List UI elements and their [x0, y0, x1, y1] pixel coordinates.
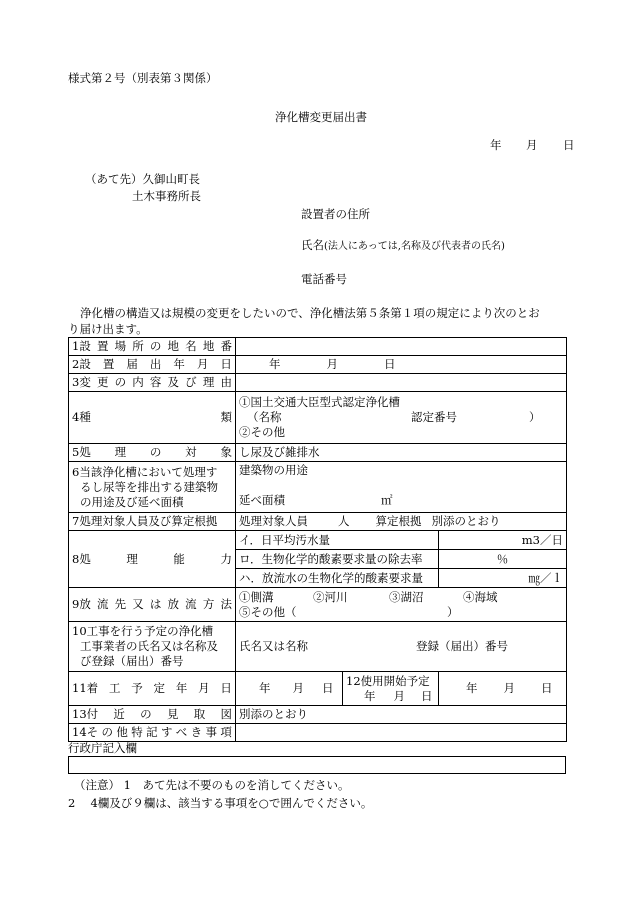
- capacity-b-label: ロ．生物化学的酸素要求量の除去率: [236, 550, 439, 569]
- capacity-c-unit[interactable]: ㎎／ｌ: [439, 569, 567, 588]
- row-installation-date: [69, 356, 567, 374]
- phone-label: 電話番号: [301, 272, 347, 286]
- application-table: [68, 337, 567, 742]
- label-building: 6当該浄化槽において処理す るし尿等を排出する建築物 の用途及び延べ面積: [69, 462, 236, 513]
- label-map: 13付 近 の 見 取 図: [69, 706, 236, 724]
- installer-name-label: 氏名(法人にあっては,名称及び代表者の氏名): [301, 238, 505, 252]
- date-year-label: 年: [490, 138, 502, 152]
- field-contractor[interactable]: 氏名又は名称 登録（届出）番号: [236, 622, 567, 672]
- admin-section-label: 行政庁記入欄: [68, 741, 137, 755]
- field-use-start[interactable]: 年 月 日: [439, 672, 567, 706]
- row-target: [69, 444, 567, 462]
- label-target: 5処 理 の 対 象: [69, 444, 236, 462]
- addressee-office: 土木事務所長: [132, 189, 201, 203]
- capacity-c-label: ハ．放流水の生物化学的酸素要求量: [236, 569, 439, 588]
- admin-section-box[interactable]: [68, 756, 566, 774]
- form-number: 様式第２号（別表第３関係）: [68, 71, 218, 85]
- field-discharge[interactable]: ①側溝 ②河川 ③湖沼 ④海域 ⑤その他（ ）: [236, 588, 567, 622]
- label-type: 4種 類: [69, 392, 236, 444]
- label-persons: 7処理対象人員及び算定根拠: [69, 513, 236, 531]
- intro-line-2: り届け出ます。: [68, 322, 148, 336]
- row-change-reason: [69, 374, 567, 392]
- row-persons: [69, 513, 567, 531]
- label-use-start: 12使用開始予定 年 月 日: [343, 672, 439, 706]
- row-building: [69, 462, 567, 513]
- date-month-label: 月: [526, 138, 538, 152]
- field-target[interactable]: し尿及び雑排水: [236, 444, 567, 462]
- field-change-reason[interactable]: [236, 374, 567, 392]
- capacity-b-unit[interactable]: ％: [439, 550, 567, 569]
- label-contractor: 10工事を行う予定の浄化槽 工事業者の氏名又は名称及 び登録（届出）番号: [69, 622, 236, 672]
- field-installation-date[interactable]: 年 月 日: [236, 356, 567, 374]
- row-discharge: [69, 588, 567, 622]
- note-2: 2 4欄及び９欄は、該当する事項を○で囲んでください。: [68, 796, 373, 810]
- row-contractor: [69, 622, 567, 672]
- capacity-a-label: イ．日平均汚水量: [236, 531, 439, 550]
- label-capacity: 8処 理 能 力: [69, 531, 236, 588]
- field-start-date[interactable]: 年 月 日: [236, 672, 343, 706]
- capacity-a-unit[interactable]: m3／日: [439, 531, 567, 550]
- field-persons[interactable]: 処理対象人員 人 算定根拠 別添のとおり: [236, 513, 567, 531]
- installer-address-label: 設置者の住所: [301, 207, 370, 221]
- field-remarks[interactable]: [236, 724, 567, 742]
- label-change-reason: 3変 更 の 内 容 及 び 理 由: [69, 374, 236, 392]
- note-1: （注意） 1 あて先は不要のものを消してください。: [74, 778, 350, 792]
- intro-line-1: 浄化槽の構造又は規模の変更をしたいので、浄化槽法第５条第１項の規定により次のとお: [80, 306, 540, 320]
- field-map[interactable]: 別添のとおり: [236, 706, 567, 724]
- row-type: [69, 392, 567, 444]
- label-discharge: 9放 流 先 又 は 放 流 方 法: [69, 588, 236, 622]
- label-remarks: 14そ の 他 特 記 す べ き 事 項: [69, 724, 236, 742]
- addressee-mayor: （あて先）久御山町長: [85, 172, 200, 186]
- label-start-date: 11着 工 予 定 年 月 日: [69, 672, 236, 706]
- field-location[interactable]: [236, 338, 567, 356]
- field-building[interactable]: 建築物の用途 延べ面積 ㎡: [236, 462, 567, 513]
- field-type[interactable]: ①国土交通大臣型式認定浄化槽 （名称 認定番号 ） ②その他: [236, 392, 567, 444]
- date-day-label: 日: [563, 138, 575, 152]
- row-capacity-a: [69, 531, 567, 550]
- label-location: 1設 置 場 所 の 地 名 地 番: [69, 338, 236, 356]
- label-installation-date: 2設 置 届 出 年 月 日: [69, 356, 236, 374]
- row-start-date: [69, 672, 567, 706]
- row-location: [69, 338, 567, 356]
- row-remarks: [69, 724, 567, 742]
- form-title: 浄化槽変更届出書: [275, 110, 367, 124]
- row-map: [69, 706, 567, 724]
